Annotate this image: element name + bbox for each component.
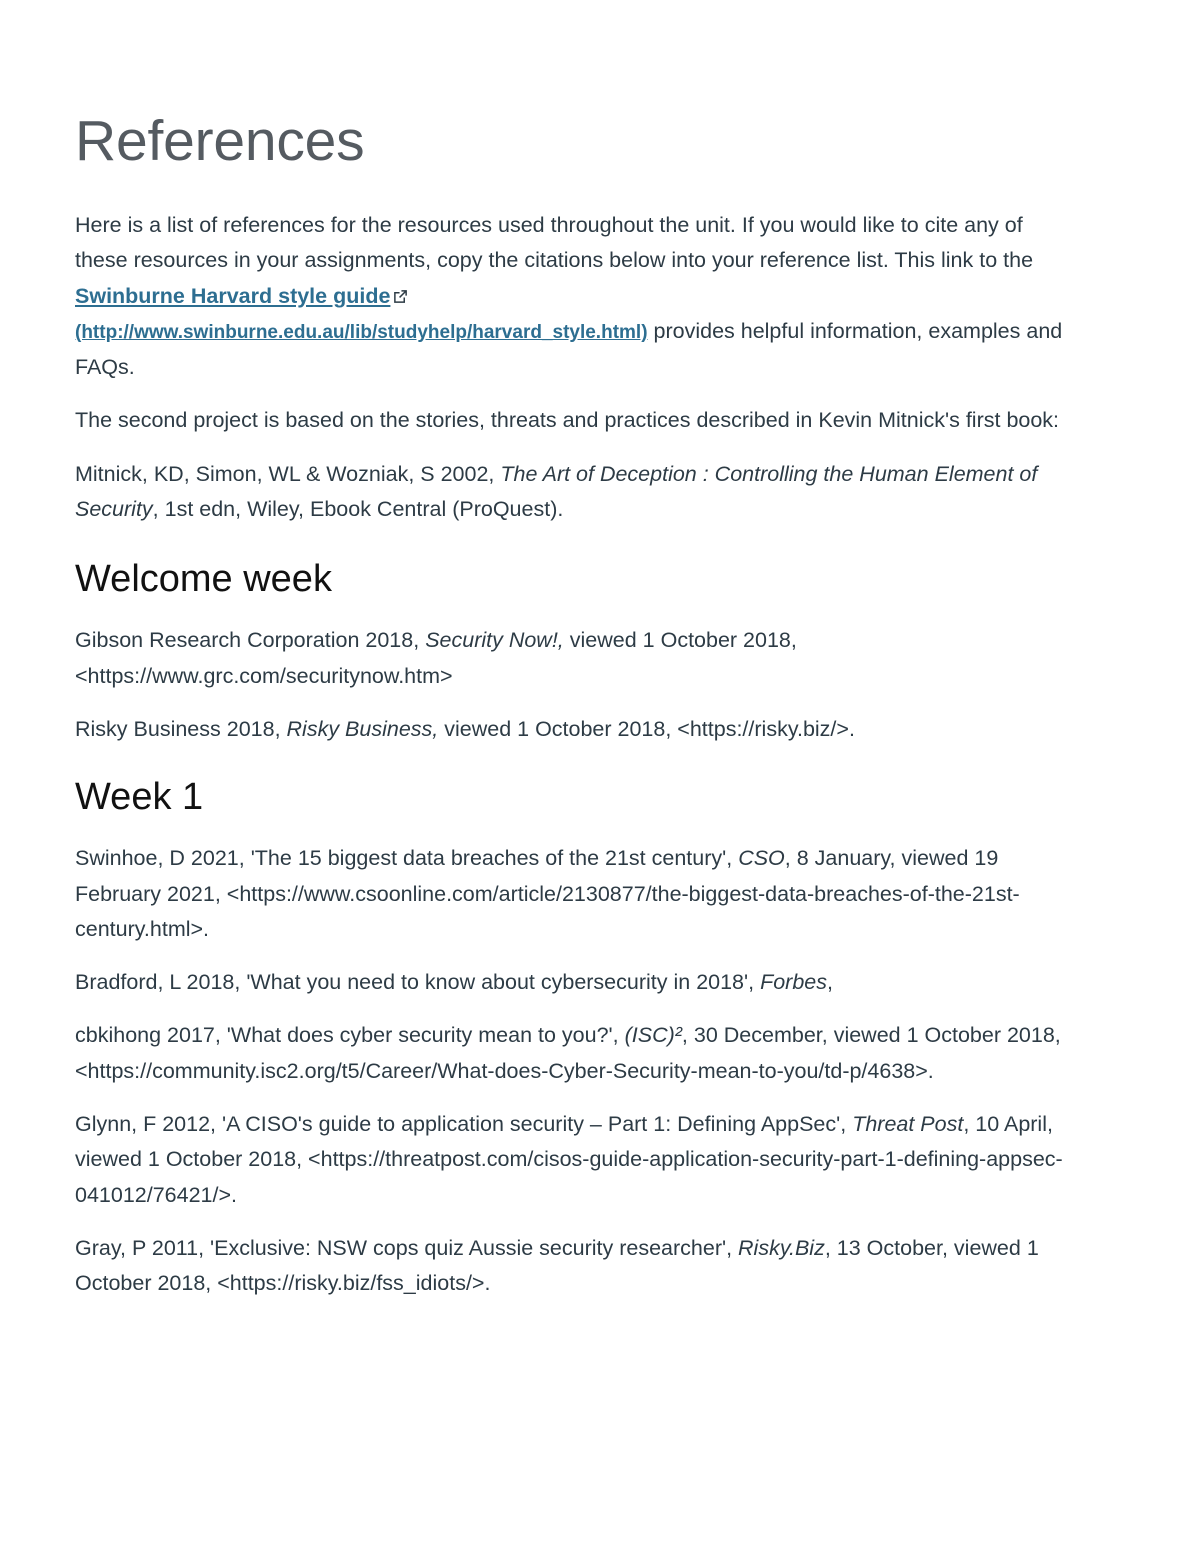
- ref-title: Risky.Biz: [738, 1235, 825, 1260]
- ref-details: viewed 1 October 2018, <https://risky.biz/>.: [438, 716, 855, 741]
- reference-entry: [75, 965, 1075, 1000]
- ref-details: ,: [827, 970, 833, 995]
- project-note: The second project is based on the stories, threats and practices described in Kevin Mitnick's first book:: [75, 408, 1060, 433]
- ref-text: Swinhoe, D 2021, 'The 15 biggest data breaches of the 21st century',: [75, 846, 739, 871]
- ref-text: Gray, P 2011, 'Exclusive: NSW cops quiz Aussie security researcher',: [75, 1235, 739, 1260]
- external-link-icon: [393, 289, 408, 304]
- intro-text-1: Here is a list of references for the resources used throughout the unit. If you would like to cite any of these resources in your assignments, copy the citations below into your reference list. This link to the: [75, 213, 1034, 273]
- reference-entry: [75, 623, 1075, 694]
- reference-entry: [75, 1231, 1075, 1302]
- reference-entry: [75, 1107, 1075, 1213]
- intro-text-2: provides helpful information, examples and FAQs.: [75, 318, 1063, 380]
- harvard-style-guide-link[interactable]: Swinburne Harvard style guide: [75, 283, 391, 308]
- reference-entry: [75, 1018, 1075, 1089]
- ref-title: Risky Business,: [286, 716, 439, 741]
- ref-title: Forbes: [760, 970, 827, 995]
- reference-entry: [75, 712, 1075, 747]
- references-page: [75, 0, 1075, 1302]
- page-title: References: [75, 109, 365, 173]
- ref-text: Risky Business 2018,: [75, 716, 287, 741]
- ref-title: Security Now!,: [425, 628, 564, 653]
- ref-title: CSO: [738, 846, 785, 871]
- ref-details: , 10 April, viewed 1 October 2018, <https://threatpost.com/cisos-guide-application-security-part-1-defining-appsec-041012/76421/>.: [75, 1112, 1063, 1207]
- ref-details: , 30 December, viewed 1 October 2018, <https://community.isc2.org/t5/Career/What-does-Cyber-Security-mean-to-you/td-p/4638>.: [75, 1023, 1061, 1083]
- section-heading-week-1: Week 1: [75, 776, 204, 819]
- ref-text: Gibson Research Corporation 2018,: [75, 628, 426, 653]
- ref-text: Mitnick, KD, Simon, WL & Wozniak, S 2002,: [75, 461, 501, 486]
- ref-details: , 8 January, viewed 19 February 2021, <https://www.csoonline.com/article/2130877/the-biggest-data-breaches-of-the-21st-century.html>.: [75, 846, 1020, 941]
- ref-text: cbkihong 2017, 'What does cyber security mean to you?',: [75, 1023, 625, 1048]
- ref-text: Bradford, L 2018, 'What you need to know about cybersecurity in 2018',: [75, 970, 761, 995]
- ref-text: Glynn, F 2012, 'A CISO's guide to application security – Part 1: Defining AppSec',: [75, 1112, 853, 1137]
- ref-details: , 13 October, viewed 1 October 2018, <https://risky.biz/fss_idiots/>.: [75, 1235, 1039, 1296]
- ref-title: (ISC)²: [624, 1023, 682, 1048]
- ref-details: , 1st edn, Wiley, Ebook Central (ProQuest).: [152, 497, 564, 522]
- section-heading-welcome-week: Welcome week: [75, 558, 332, 601]
- mitnick-reference: [75, 457, 1075, 528]
- reference-entry: [75, 841, 1075, 947]
- ref-title: Threat Post: [852, 1112, 964, 1137]
- harvard-style-guide-url-link[interactable]: (http://www.swinburne.edu.au/lib/studyhelp/harvard_style.html): [75, 321, 648, 343]
- intro-paragraph: [75, 208, 1075, 385]
- ref-details: viewed 1 October 2018, <https://www.grc.com/securitynow.htm>: [75, 628, 797, 688]
- ref-title: The Art of Deception : Controlling the Human Element of Security: [75, 461, 1038, 522]
